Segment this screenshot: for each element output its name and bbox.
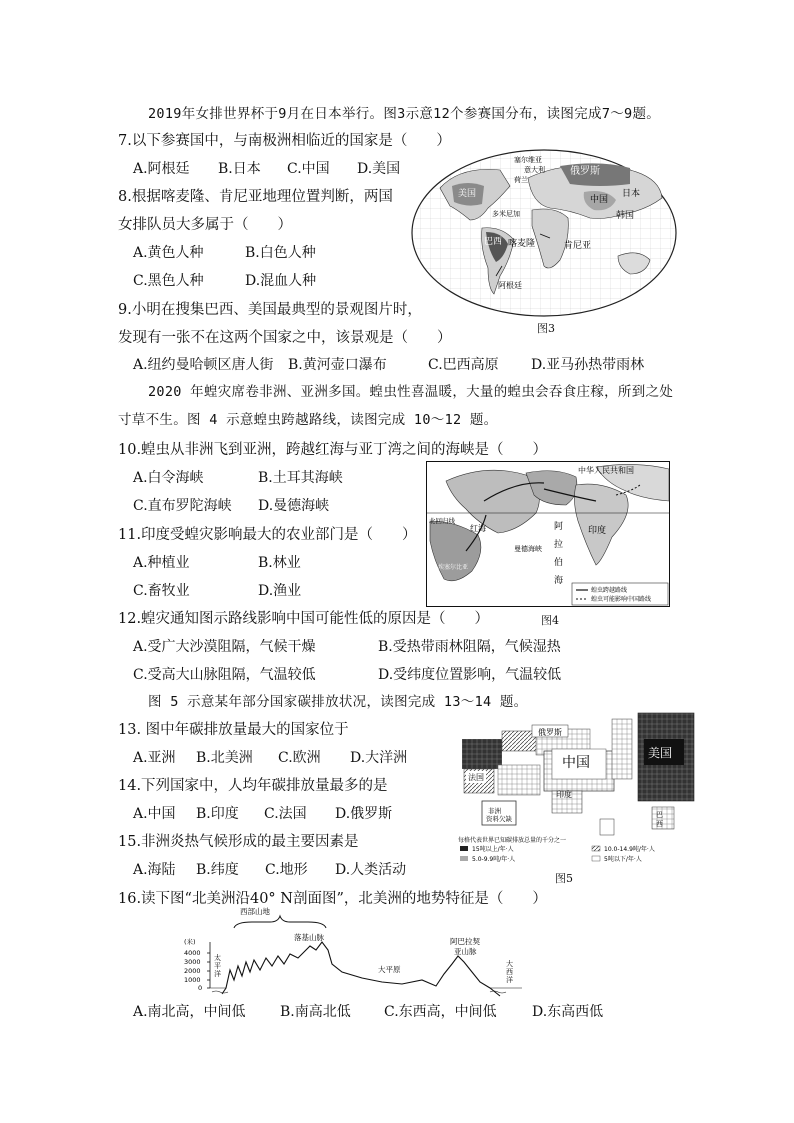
label-prc: 中华人民共和国 (578, 466, 634, 475)
label-usa: 美国 (458, 189, 477, 199)
q8-option-b: B.白色人种 (245, 245, 316, 261)
label-japan: 日本 (622, 189, 641, 199)
figure-3-world-map (410, 148, 678, 318)
label-plain: 大平原 (378, 965, 401, 974)
label-brazil-2: 西 (656, 820, 663, 828)
tick-4000: 4000 (184, 949, 201, 957)
figure-profile-40n (182, 906, 527, 998)
q12-option-a: A.受广大沙漠阻隔，气候干燥 (133, 639, 316, 655)
label-usa-5: 美国 (648, 746, 673, 760)
q13-option-c: C.欧洲 (278, 750, 321, 766)
label-mandeb: 曼德海峡 (514, 545, 542, 553)
q13-option-a: A.亚洲 (133, 750, 176, 766)
q16-option-d: D.东高西低 (532, 1004, 604, 1020)
intro-text-1: 2019年女排世界杯于9月在日本举行。图3示意12个参赛国分布，读图完成7～9题。 (148, 106, 661, 122)
q11-option-b: B.林业 (258, 555, 301, 571)
label-somalia: 埃塞尔比亚 (438, 564, 469, 571)
q12-option-b: B.受热带雨林阻隔，气候湿热 (378, 639, 561, 655)
q7-option-d: D.美国 (357, 161, 401, 177)
tick-0: 0 (198, 984, 203, 992)
label-red-sea: 红海 (470, 524, 486, 533)
q8-option-a: A.黄色人种 (133, 245, 204, 261)
legend-5-2: 10.0-14.9吨/年·人 (604, 846, 655, 853)
q14-option-b: B.印度 (196, 806, 239, 822)
q7-option-c: C.中国 (287, 161, 330, 177)
q8-option-d: D.混血人种 (245, 273, 317, 289)
label-atlantic-2: 西 (506, 968, 513, 976)
q7-option-b: B.日本 (218, 161, 261, 177)
question-12-stem: 12.蝗灾通知图示路线影响中国可能性低的原因是（ ） (118, 611, 490, 627)
legend-title-5: 每格代表世界已知碳排放总量的千分之一 (458, 837, 567, 844)
label-india: 印度 (588, 526, 607, 536)
label-kenya: 肯尼亚 (564, 241, 592, 251)
legend-5-1: 15吨以上/年·人 (472, 846, 514, 853)
label-brazil: 巴西 (484, 237, 503, 247)
question-11-stem: 11.印度受蝗灾影响最大的农业部门是（ ） (118, 527, 417, 543)
q11-option-c: C.畜牧业 (133, 583, 190, 599)
q7-option-a: A.阿根廷 (133, 161, 190, 177)
q12-option-d: D.受纬度位置影响，气温较低 (378, 667, 562, 683)
q9-option-d: D.亚马孙热带雨林 (531, 357, 645, 373)
axis-unit: (米) (184, 938, 196, 946)
figure-3-caption: 图3 (537, 322, 555, 335)
q16-option-c: C.东西高，中间低 (384, 1004, 497, 1020)
label-africa-1: 非洲 (488, 807, 501, 815)
question-7-stem: 7.以下参赛国中，与南极洲相临近的国家是（ ） (118, 133, 451, 149)
legend-5-3: 5.0-9.9吨/年·人 (472, 856, 516, 863)
q13-option-d: D.大洋洲 (350, 750, 408, 766)
q14-option-a: A.中国 (133, 806, 176, 822)
intro-text-2a: 2020 年蝗灾席卷非洲、亚洲多国。蝗虫性喜温暖，大量的蝗虫会吞食庄稼，所到之处 (148, 384, 674, 400)
label-france-5: 法国 (468, 773, 484, 782)
q10-option-d: D.曼德海峡 (258, 498, 330, 514)
label-rocky: 落基山脉 (294, 933, 324, 942)
label-atlantic-1: 大 (506, 960, 513, 968)
q9-option-a: A.纽约曼哈顿区唐人街 (133, 357, 274, 373)
label-india-5: 印度 (556, 790, 572, 799)
legend-route: 蝗虫跨越路线 (591, 587, 628, 594)
label-netherlands: 荷兰 (514, 176, 528, 184)
question-9-stem-2: 发现有一张不在这两个国家之中，该景观是（ ） (118, 330, 452, 346)
q15-option-b: B.纬度 (196, 862, 239, 878)
figure-5-carbon-map (452, 709, 702, 869)
question-8-stem-1: 8.根据喀麦隆、肯尼亚地理位置判断，两国 (118, 189, 393, 205)
label-pacific-2: 平 (214, 962, 221, 970)
question-9-stem-1: 9.小明在搜集巴西、美国最典型的景观图片时， (118, 302, 422, 318)
q10-option-a: A.白令海峡 (133, 470, 204, 486)
label-dominica: 多米尼加 (492, 210, 520, 218)
label-africa-2: 资料欠缺 (486, 815, 512, 823)
intro-text-2b: 寸草不生。图 4 示意蝗虫跨越路线，读图完成 10～12 题。 (118, 412, 498, 428)
label-italy: 意大利 (524, 166, 545, 174)
tick-2000: 2000 (184, 967, 201, 975)
q12-option-c: C.受高大山脉阻隔，气温较低 (133, 667, 316, 683)
legend-china-route: 蝗虫可能影响中国路线 (591, 596, 652, 603)
label-pacific-1: 太 (214, 954, 221, 962)
label-cameroon: 喀麦隆 (508, 239, 536, 249)
q8-option-c: C.黑色人种 (133, 273, 204, 289)
label-arabian-4: 海 (554, 576, 564, 586)
label-appalachian-1: 阿巴拉契 (450, 937, 480, 946)
q16-option-b: B.南高北低 (280, 1004, 351, 1020)
tick-3000: 3000 (184, 958, 201, 966)
label-china-5: 中国 (562, 755, 590, 771)
label-brazil-1: 巴 (656, 811, 663, 819)
q16-option-a: A.南北高，中间低 (133, 1004, 246, 1020)
question-16-stem: 16.读下图“北美洲沿40° N剖面图”，北美洲的地势特征是（ ） (118, 891, 547, 907)
label-tropic: 北回归线 (429, 517, 455, 525)
q15-option-d: D.人类活动 (335, 862, 407, 878)
question-13-stem: 13. 图中年碳排放量最大的国家位于 (118, 722, 349, 738)
figure-5-caption: 图5 (555, 872, 573, 885)
q13-option-b: B.北美洲 (196, 750, 253, 766)
question-15-stem: 15.非洲炎热气候形成的最主要因素是 (118, 834, 359, 850)
label-china: 中国 (590, 195, 609, 205)
intro-text-3: 图 5 示意某年部分国家碳排放状况，读图完成 13～14 题。 (148, 694, 528, 710)
label-arabian-2: 拉 (554, 540, 564, 550)
q11-option-d: D.渔业 (258, 583, 302, 599)
label-arabian-1: 阿 (554, 522, 564, 532)
label-arabian-3: 伯 (554, 558, 564, 568)
figure-4-locust-map (426, 461, 670, 607)
question-14-stem: 14.下列国家中，人均年碳排放量最多的是 (118, 778, 388, 794)
label-serbia: 塞尔维亚 (514, 156, 542, 164)
question-8-stem-2: 女排队员大多属于（ ） (118, 217, 292, 233)
label-pacific-3: 洋 (214, 970, 221, 978)
label-appalachian-2: 亚山脉 (454, 947, 477, 956)
q9-option-c: C.巴西高原 (428, 357, 499, 373)
figure-4-caption: 图4 (541, 614, 559, 627)
legend-5-4: 5吨以下/年·人 (604, 856, 642, 863)
q11-option-a: A.种植业 (133, 555, 190, 571)
label-russia: 俄罗斯 (570, 166, 600, 177)
q10-option-c: C.直布罗陀海峡 (133, 498, 232, 514)
q14-option-d: D.俄罗斯 (335, 806, 393, 822)
label-korea: 韩国 (616, 211, 635, 221)
label-west-mountains: 西部山地 (240, 907, 270, 916)
label-argentina: 阿根廷 (498, 281, 522, 290)
q15-option-c: C.地形 (265, 862, 308, 878)
question-10-stem: 10.蝗虫从非洲飞到亚洲，跨越红海与亚丁湾之间的海峡是（ ） (118, 442, 548, 458)
q10-option-b: B.土耳其海峡 (258, 470, 343, 486)
label-atlantic-3: 洋 (506, 976, 513, 984)
q15-option-a: A.海陆 (133, 862, 176, 878)
q9-option-b: B.黄河壶口瀑布 (288, 357, 387, 373)
tick-1000: 1000 (184, 976, 201, 984)
q14-option-c: C.法国 (264, 806, 307, 822)
label-russia-5: 俄罗斯 (538, 728, 562, 737)
